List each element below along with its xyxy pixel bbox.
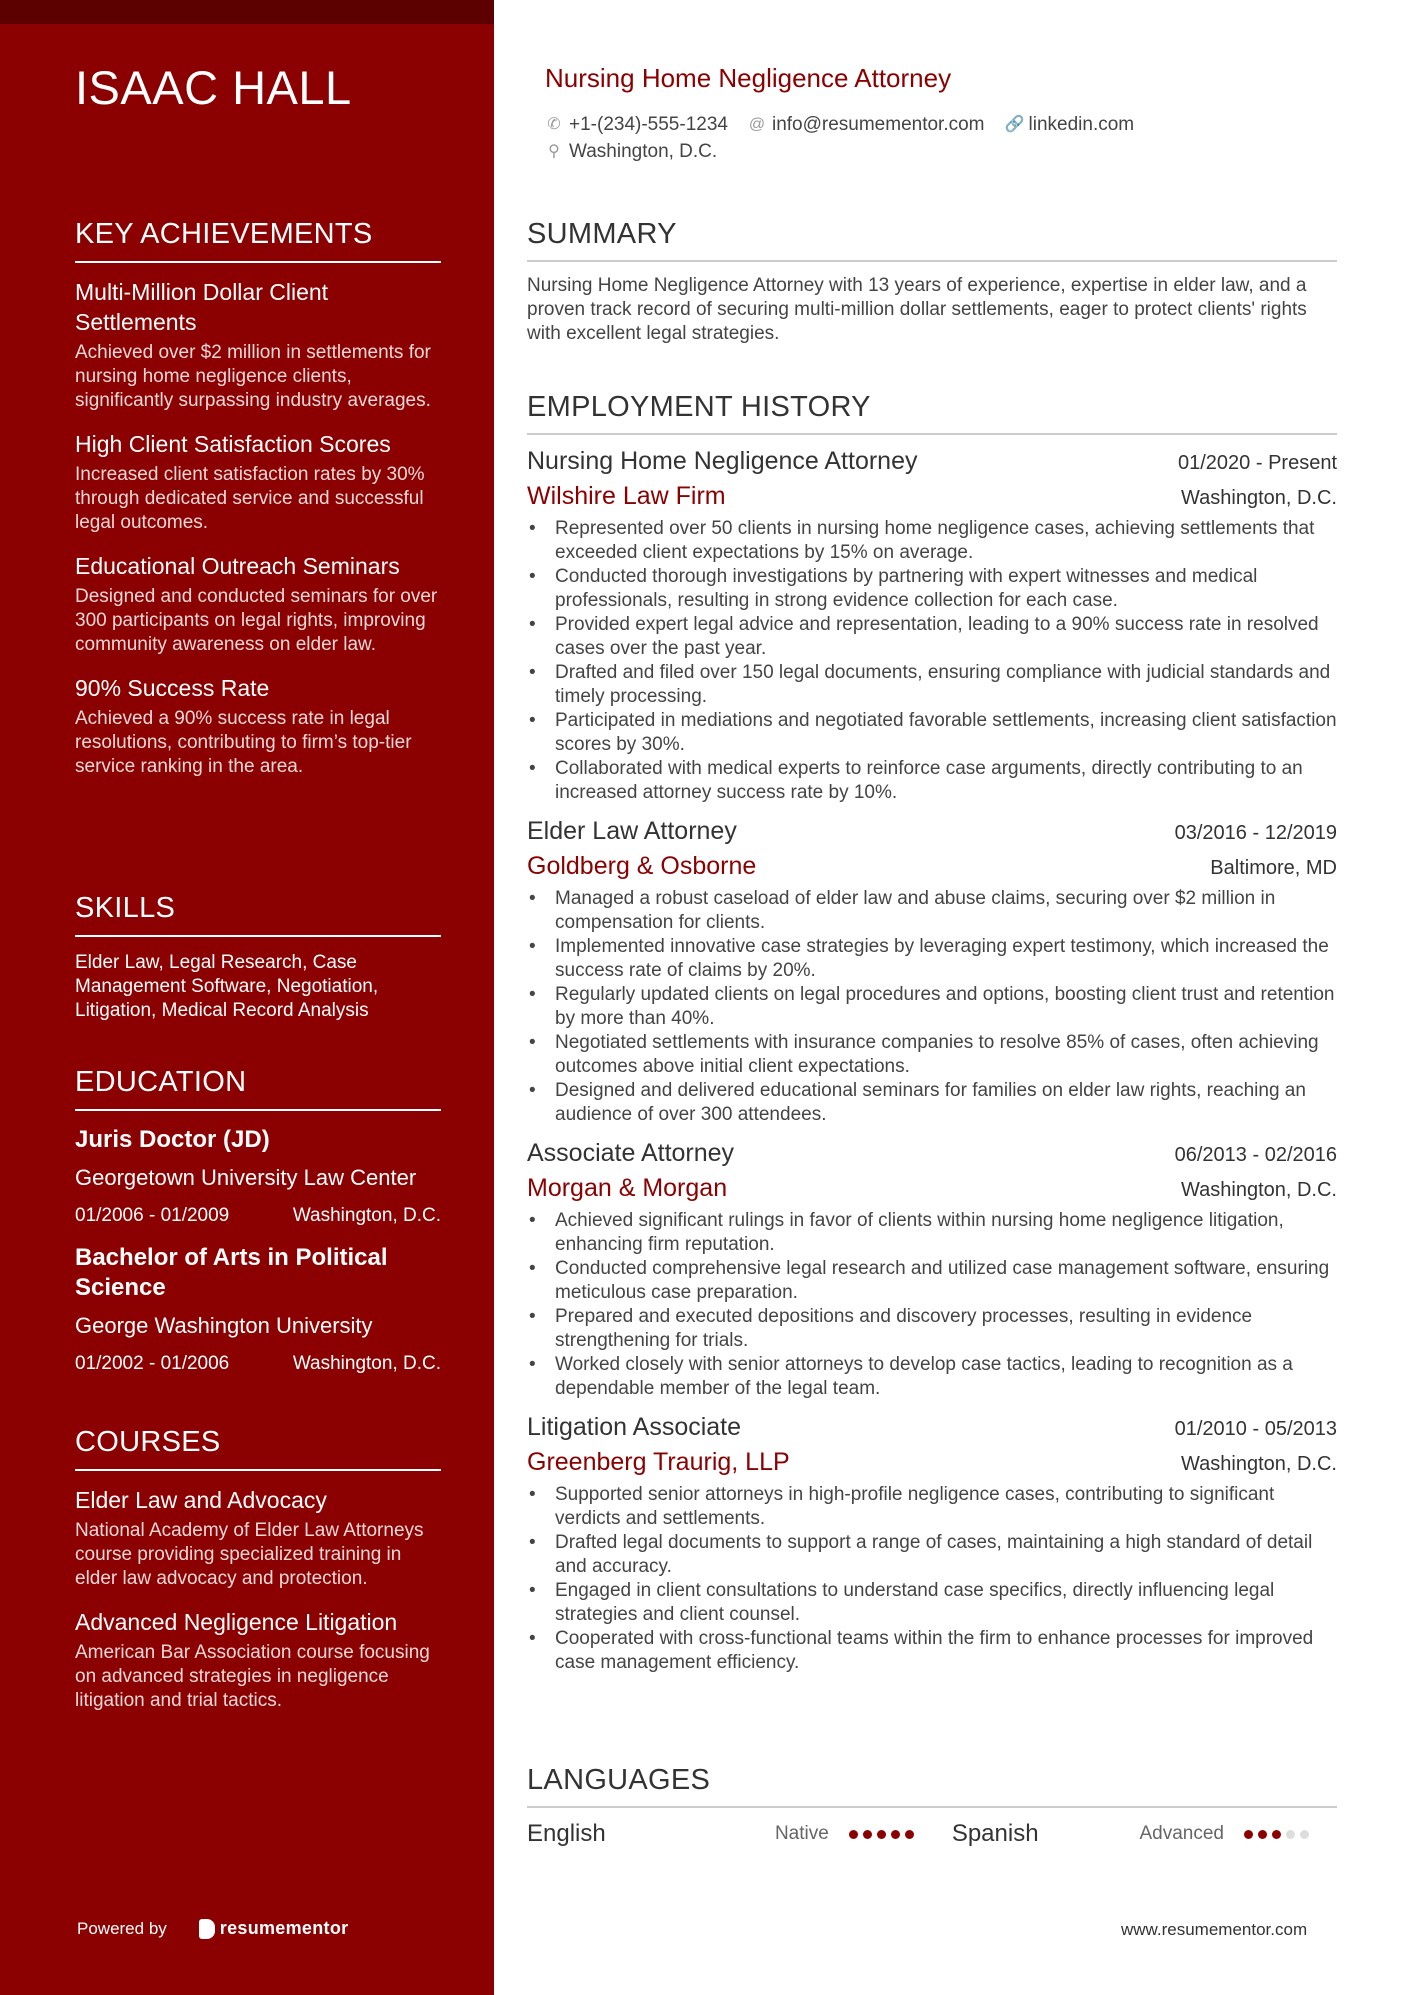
languages-heading: LANGUAGES <box>527 1764 1337 1808</box>
job-bullet: • Drafted legal documents to support a range of cases, maintaining a high standard of detail and accuracy. <box>527 1531 1337 1579</box>
rating-dot-filled <box>849 1830 858 1839</box>
job-bullet: • Drafted and filed over 150 legal documents, ensuring compliance with judicial standards and timely processing. <box>527 661 1337 709</box>
key-achievements-section <box>75 218 441 795</box>
rating-dot-empty <box>1300 1830 1309 1839</box>
linkedin[interactable] <box>1005 114 1135 136</box>
job-location: Washington, D.C. <box>1181 1179 1337 1201</box>
job-role: Elder Law Attorney <box>527 817 737 845</box>
job-dates: 01/2020 - Present <box>1178 452 1337 474</box>
job-bullet: • Worked closely with senior attorneys to develop case tactics, leading to recognition as a dependable member of the legal team. <box>527 1353 1337 1401</box>
achievement-item <box>75 429 441 535</box>
job-bullet: • Engaged in client consultations to understand case specifics, directly influencing legal strategies and client counsel. <box>527 1579 1337 1627</box>
job-role: Litigation Associate <box>527 1413 742 1441</box>
job-bullets <box>527 517 1337 805</box>
languages-row <box>527 1818 1337 1850</box>
edu-school: George Washington University <box>75 1313 373 1338</box>
job-bullet: • Conducted comprehensive legal research and utilized case management software, ensuring meticulous case preparation. <box>527 1257 1337 1305</box>
job-sub <box>527 1174 1337 1203</box>
link-icon: 🔗 <box>1004 116 1025 133</box>
job-location: Washington, D.C. <box>1181 487 1337 509</box>
skills-list: Elder Law, Legal Research, Case Management Software, Negotiation, Litigation, Medical Record Analysis <box>75 952 379 1021</box>
job-head <box>527 447 1337 476</box>
course-item <box>75 1607 441 1713</box>
job-bullet: • Managed a robust caseload of elder law and abuse claims, securing over $2 million in compensation for clients. <box>527 887 1337 935</box>
job-company: Morgan & Morgan <box>527 1174 728 1202</box>
email[interactable] <box>748 114 985 136</box>
job-bullet: • Cooperated with cross-functional teams within the firm to enhance processes for improved case management efficiency. <box>527 1627 1337 1675</box>
achievement-item <box>75 673 441 779</box>
contact-info <box>545 112 1154 166</box>
sidebar-top-bar <box>0 0 494 24</box>
job-location: Washington, D.C. <box>1181 1453 1337 1475</box>
job-bullet: • Collaborated with medical experts to reinforce case arguments, directly contributing to an increased attorney success rate by 10%. <box>527 757 1337 805</box>
course-title: Advanced Negligence Litigation <box>75 1609 398 1635</box>
email-text: info@resumementor.com <box>771 114 985 135</box>
job-entry <box>527 1413 1337 1675</box>
summary-section <box>527 218 1337 346</box>
language-level: Native <box>774 1823 829 1844</box>
course-title: Elder Law and Advocacy <box>75 1487 327 1513</box>
phone-text: +1-(234)-555-1234 <box>569 114 728 135</box>
location <box>545 141 717 163</box>
skills-heading: SKILLS <box>75 892 441 937</box>
achievement-desc: Achieved over $2 million in settlements for nursing home negligence clients, significantly surpassing industry averages. <box>75 342 431 411</box>
summary-heading: SUMMARY <box>527 218 1337 262</box>
linkedin-text: linkedin.com <box>1028 114 1135 135</box>
achievement-title: Multi-Million Dollar Client Settlements <box>75 279 329 335</box>
job-company: Greenberg Traurig, LLP <box>527 1448 790 1476</box>
employment-section <box>527 391 1337 1675</box>
job-bullet: • Designed and delivered educational seminars for families on elder law rights, reaching an audience of over 300 attendees. <box>527 1079 1337 1127</box>
edu-dates: 01/2006 - 01/2009 <box>75 1205 230 1226</box>
course-item <box>75 1485 441 1591</box>
language-level: Advanced <box>1139 1823 1224 1844</box>
job-dates: 03/2016 - 12/2019 <box>1174 822 1337 844</box>
language-rating <box>1244 1830 1337 1839</box>
job-head <box>527 1413 1337 1442</box>
job-head <box>527 1139 1337 1168</box>
at-icon: @ <box>748 116 766 133</box>
job-role: Associate Attorney <box>527 1139 735 1167</box>
achievement-title: Educational Outreach Seminars <box>75 553 400 579</box>
job-location: Baltimore, MD <box>1210 857 1337 879</box>
job-bullet: • Regularly updated clients on legal procedures and options, boosting client trust and retention by more than 40%. <box>527 983 1337 1031</box>
achievement-item <box>75 277 441 413</box>
job-bullets <box>527 1483 1337 1675</box>
rating-dot-empty <box>1286 1830 1295 1839</box>
job-title: Nursing Home Negligence Attorney <box>545 63 952 93</box>
summary-text: Nursing Home Negligence Attorney with 13 years of experience, expertise in elder law, and a proven track record of securing multi-million dollar settlements, eager to protect clients' rights with excellent legal strategies. <box>527 275 1307 344</box>
achievements-heading: KEY ACHIEVEMENTS <box>75 218 441 263</box>
job-bullets <box>527 1209 1337 1401</box>
job-dates: 01/2010 - 05/2013 <box>1174 1418 1337 1440</box>
edu-degree: Juris Doctor (JD) <box>75 1126 270 1153</box>
footer-url[interactable]: www.resumementor.com <box>1121 1920 1308 1939</box>
courses-heading: COURSES <box>75 1426 441 1471</box>
language-name: English <box>527 1820 606 1847</box>
education-item <box>75 1125 441 1228</box>
languages-section <box>527 1764 1337 1850</box>
location-pin-icon: ⚲ <box>548 143 560 160</box>
edu-location: Washington, D.C. <box>292 1353 441 1374</box>
powered-by <box>77 1918 348 1939</box>
education-section <box>75 1066 441 1391</box>
employment-heading: EMPLOYMENT HISTORY <box>527 391 1337 435</box>
candidate-name: ISAAC HALL <box>75 61 352 114</box>
phone[interactable] <box>545 114 728 136</box>
phone-icon: ✆ <box>547 116 561 133</box>
edu-degree: Bachelor of Arts in Political Science <box>75 1244 388 1301</box>
language-rating <box>849 1830 942 1839</box>
job-bullet: • Prepared and executed depositions and discovery processes, resulting in evidence strengthening for trials. <box>527 1305 1337 1353</box>
job-bullets <box>527 887 1337 1127</box>
job-sub <box>527 852 1337 881</box>
job-bullet: • Represented over 50 clients in nursing home negligence cases, achieving settlements that exceeded client expectations by 15% on average. <box>527 517 1337 565</box>
edu-meta <box>75 1352 441 1376</box>
job-sub <box>527 482 1337 511</box>
job-company: Goldberg & Osborne <box>527 852 757 880</box>
achievement-item <box>75 551 441 657</box>
job-bullet: • Participated in mediations and negotiated favorable settlements, increasing client satisfaction scores by 30%. <box>527 709 1337 757</box>
education-heading: EDUCATION <box>75 1066 441 1111</box>
rating-dot-filled <box>891 1830 900 1839</box>
job-entry <box>527 1139 1337 1401</box>
brand-link[interactable] <box>199 1918 349 1939</box>
job-sub <box>527 1448 1337 1477</box>
contact-row <box>545 112 1154 138</box>
rating-dot-filled <box>1272 1830 1281 1839</box>
job-bullet: • Achieved significant rulings in favor of clients within nursing home negligence litigation, enhancing firm reputation. <box>527 1209 1337 1257</box>
language-name: Spanish <box>951 1820 1039 1847</box>
job-entry <box>527 447 1337 805</box>
job-entry <box>527 817 1337 1127</box>
job-bullet: • Supported senior attorneys in high-profile negligence cases, contributing to significant verdicts and settlements. <box>527 1483 1337 1531</box>
job-bullet: • Implemented innovative case strategies by leveraging expert testimony, which increased the success rate of claims by 20%. <box>527 935 1337 983</box>
edu-meta <box>75 1204 441 1228</box>
job-role: Nursing Home Negligence Attorney <box>527 447 918 475</box>
achievement-desc: Achieved a 90% success rate in legal resolutions, contributing to firm’s top-tier service ranking in the area. <box>75 708 412 777</box>
courses-section <box>75 1426 441 1729</box>
resumementor-logo-icon <box>199 1919 215 1939</box>
achievement-desc: Increased client satisfaction rates by 30% through dedicated service and successful legal outcomes. <box>75 464 425 533</box>
skills-section <box>75 892 441 1023</box>
brand-name: resumementor <box>219 1918 349 1938</box>
achievement-desc: Designed and conducted seminars for over 300 participants on legal rights, improving community awareness on elder law. <box>75 586 438 655</box>
edu-location: Washington, D.C. <box>292 1205 441 1226</box>
achievement-title: High Client Satisfaction Scores <box>75 431 391 457</box>
job-company: Wilshire Law Firm <box>527 482 726 510</box>
course-desc: American Bar Association course focusing on advanced strategies in negligence litigation and trial tactics. <box>75 1642 430 1711</box>
rating-dot-filled <box>1258 1830 1267 1839</box>
job-bullet: • Provided expert legal advice and representation, leading to a 90% success rate in resolved cases over the past year. <box>527 613 1337 661</box>
course-desc: National Academy of Elder Law Attorneys course providing specialized training in elder law advocacy and protection. <box>75 1520 424 1589</box>
achievement-title: 90% Success Rate <box>75 675 270 701</box>
education-item <box>75 1243 441 1376</box>
rating-dot-filled <box>863 1830 872 1839</box>
powered-by-label: Powered by <box>77 1918 167 1938</box>
contact-row <box>545 139 1154 165</box>
rating-dot-filled <box>905 1830 914 1839</box>
job-bullet: • Conducted thorough investigations by partnering with expert witnesses and medical professionals, resulting in strong evidence collection for each case. <box>527 565 1337 613</box>
sidebar <box>0 0 494 1995</box>
edu-school: Georgetown University Law Center <box>75 1165 417 1190</box>
location-text: Washington, D.C. <box>569 141 718 162</box>
rating-dot-filled <box>1244 1830 1253 1839</box>
job-dates: 06/2013 - 02/2016 <box>1174 1144 1337 1166</box>
job-bullet: • Negotiated settlements with insurance companies to resolve 85% of cases, often achieving outcomes above initial client expectations. <box>527 1031 1337 1079</box>
job-head <box>527 817 1337 846</box>
edu-dates: 01/2002 - 01/2006 <box>75 1353 230 1374</box>
rating-dot-filled <box>877 1830 886 1839</box>
